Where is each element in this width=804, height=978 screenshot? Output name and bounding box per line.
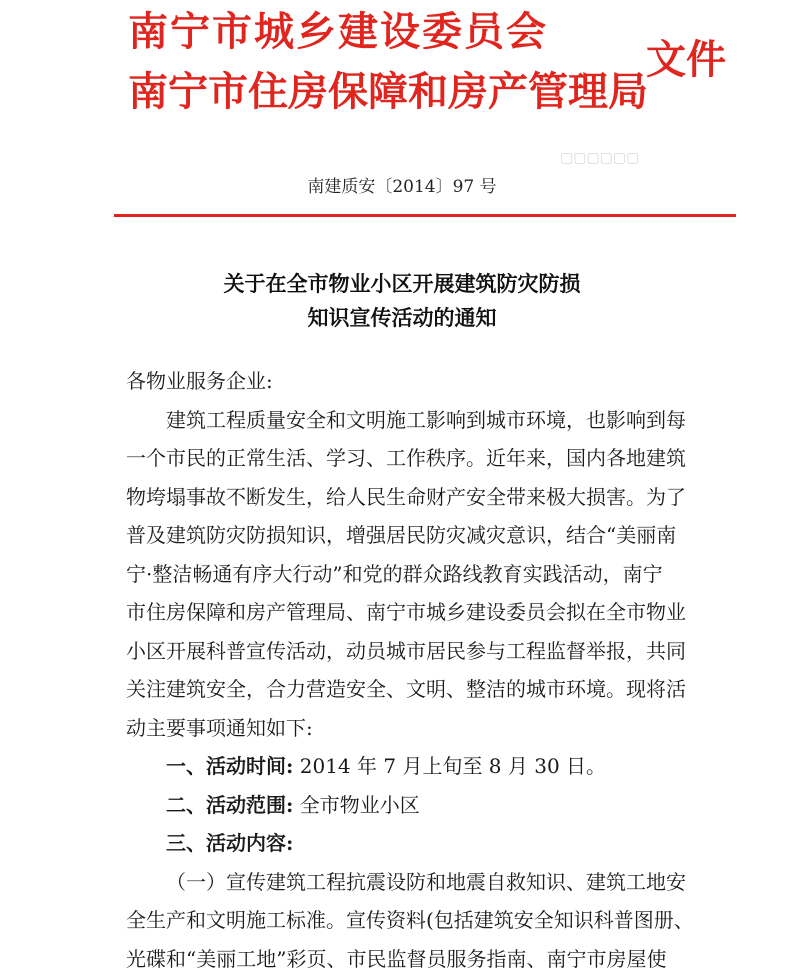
item-activity-time: [126, 747, 720, 786]
paragraph-line: 小区开展科普宣传活动，动员城市居民参与工程监督举报，共同: [126, 632, 720, 671]
item-label: 一、活动时间:: [166, 754, 293, 778]
paragraph-line: 动主要事项通知如下:: [126, 709, 720, 748]
document-type-label: 文件: [646, 40, 726, 80]
notice-title-line-2: 知识宣传活动的通知: [0, 302, 804, 332]
item-value: 2014 年 7 月上旬至 8 月 30 日。: [300, 754, 606, 778]
item-label: 三、活动内容:: [166, 831, 293, 855]
salutation: 各物业服务企业:: [126, 362, 720, 401]
paragraph-line: 全生产和文明施工标准。宣传资料(包括建筑安全知识科普图册、: [126, 901, 720, 940]
item-activity-scope: [126, 786, 720, 825]
paragraph-line: 宁·整洁畅通有序大行动”和党的群众路线教育实践活动，南宁: [126, 555, 720, 594]
document-number: 南建质安〔2014〕97 号: [0, 172, 804, 197]
item-activity-content: [126, 824, 720, 863]
paragraph-line: 物垮塌事故不断发生，给人民生命财产安全带来极大损害。为了: [126, 478, 720, 517]
issuing-org-1: 南宁市城乡建设委员会: [128, 12, 548, 52]
item-label: 二、活动范围:: [166, 793, 293, 817]
paragraph-line: 关注建筑安全，合力营造安全、文明、整洁的城市环境。现将活: [126, 670, 720, 709]
paragraph-line: 普及建筑防灾防损知识，增强居民防灾减灾意识，结合“美丽南: [126, 516, 720, 555]
paragraph-line: 一个市民的正常生活、学习、工作秩序。近年来，国内各地建筑: [126, 439, 720, 478]
bleed-through-marks: ▢▢▢▢▢▢: [560, 150, 639, 166]
notice-body: [126, 362, 720, 978]
red-rule-divider: [114, 214, 736, 217]
paragraph-line: （一）宣传建筑工程抗震设防和地震自救知识、建筑工地安: [126, 863, 720, 902]
paragraph-line: 光碟和“美丽工地”彩页、市民监督员服务指南、南宁市房屋使: [126, 940, 720, 978]
item-value: 全市物业小区: [300, 793, 420, 817]
paragraph-line: 建筑工程质量安全和文明施工影响到城市环境，也影响到每: [126, 401, 720, 440]
paragraph-line: 市住房保障和房产管理局、南宁市城乡建设委员会拟在全市物业: [126, 593, 720, 632]
issuing-org-2: 南宁市住房保障和房产管理局: [128, 72, 648, 112]
notice-title-line-1: 关于在全市物业小区开展建筑防灾防损: [0, 268, 804, 298]
